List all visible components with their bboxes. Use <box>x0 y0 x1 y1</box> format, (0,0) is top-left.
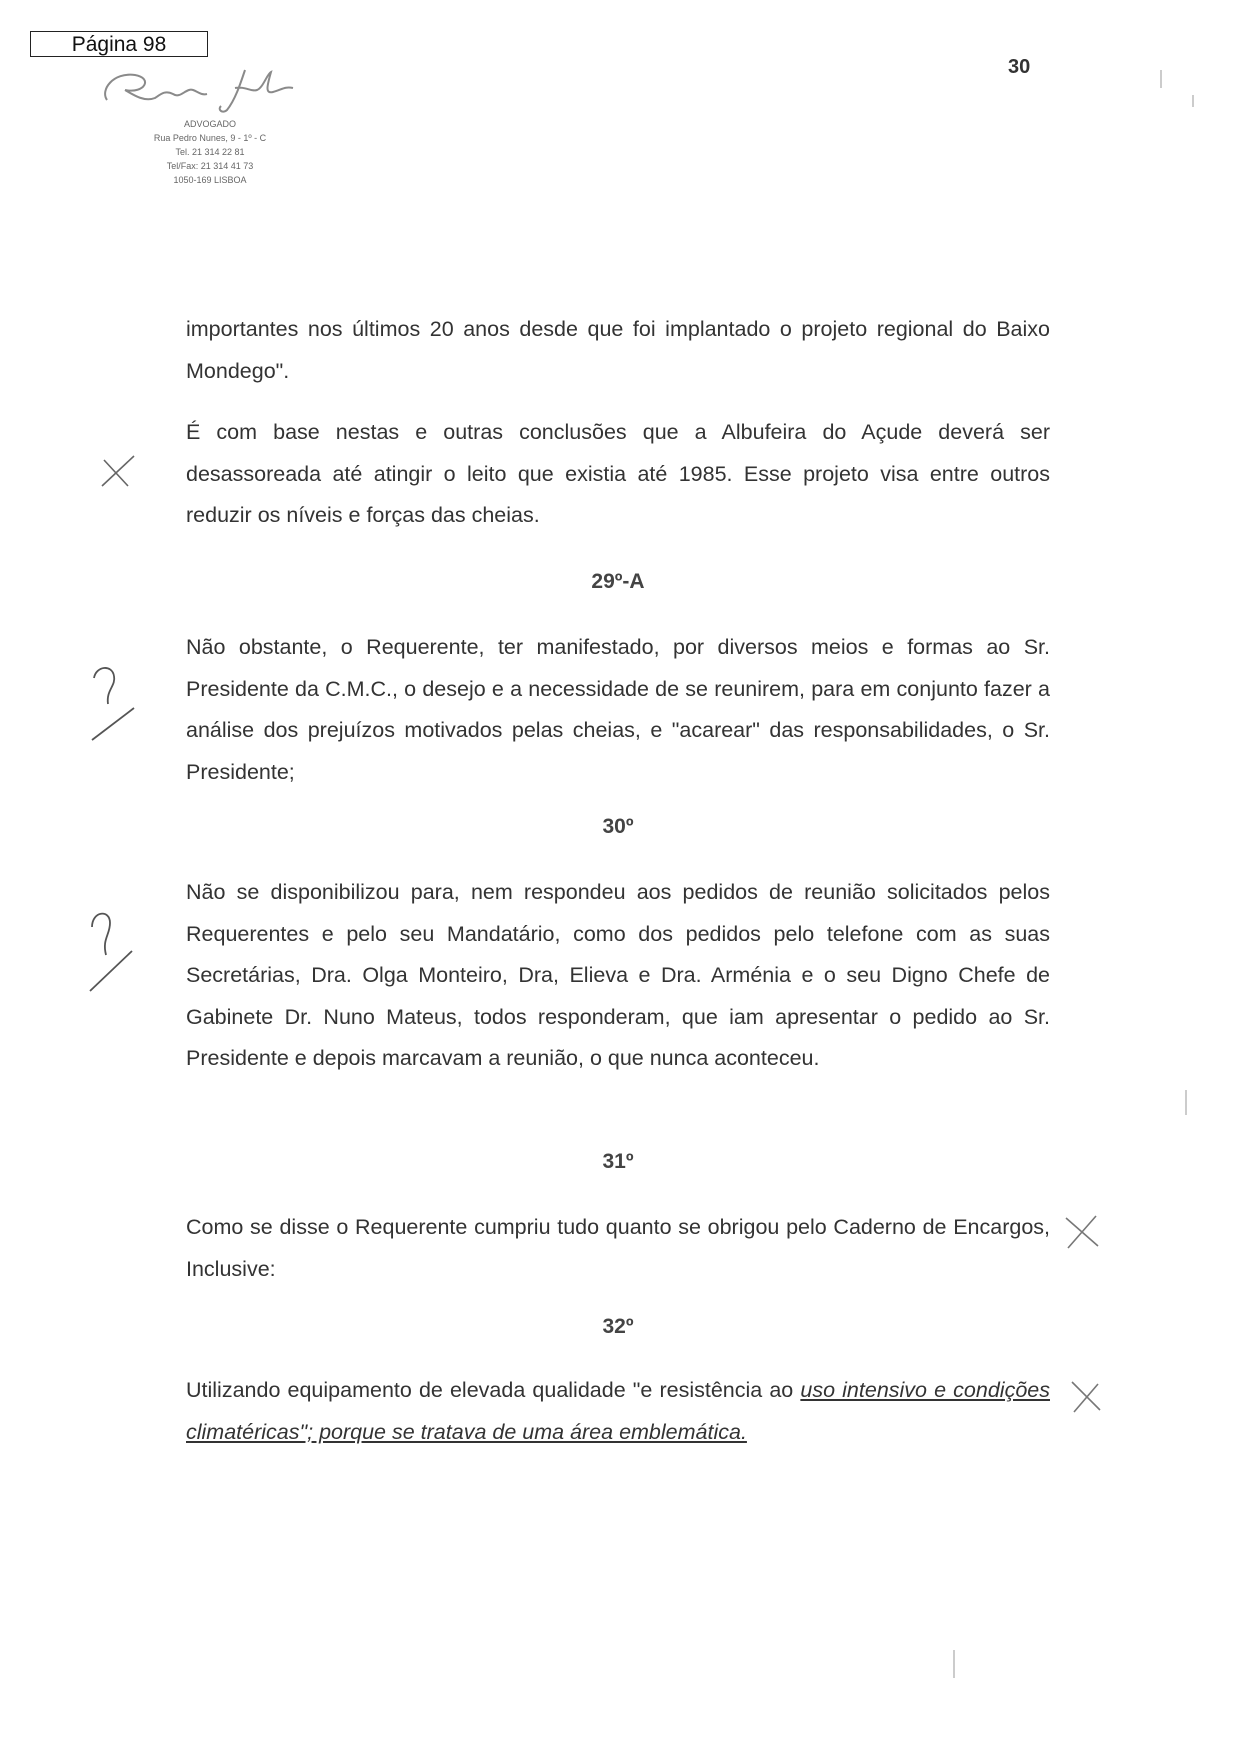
paragraph-text: importantes nos últimos 20 anos desde que foi implantado o projeto regional do Baixo Mondego". <box>186 317 1050 383</box>
page-number: 30 <box>1008 56 1031 78</box>
section-heading-31: 31º <box>602 1150 634 1173</box>
letterhead-line: 1050-169 LISBOA <box>173 175 247 185</box>
section-heading-29a: 29º-A <box>591 570 645 593</box>
paragraph-32 <box>186 1370 1050 1453</box>
letterhead-line: Tel/Fax: 21 314 41 73 <box>166 161 254 171</box>
letterhead-line: Rua Pedro Nunes, 9 - 1º - C <box>153 133 267 143</box>
scan-artifact <box>1185 1090 1187 1115</box>
paragraph-text: Não se disponibilizou para, nem respondeu aos pedidos de reunião solicitados pelos Requerentes e pelo seu Mandatário, como dos pedidos pelo telefone com as suas Secretárias, Dra. Olga Monteiro, Dra, Elieva e Dra. Arménia e o seu Digno Chefe de Gabinete Dr. Nuno Mateus, todos responderam, que iam apresentar o pedido ao Sr. Presidente e depois marcavam a reunião, o que nunca aconteceu. <box>186 880 1050 1070</box>
paragraph-30 <box>186 872 1050 1080</box>
scan-artifact <box>1160 70 1162 88</box>
handwritten-question-mark <box>82 660 142 750</box>
section-heading-30: 30º <box>602 815 634 838</box>
paragraph-text-underlined: uso intensivo e condições climatéricas"; porque se tratava de uma área emblemática. <box>186 1378 1050 1444</box>
paragraph-31 <box>186 1207 1050 1290</box>
signature-image <box>95 60 305 115</box>
paragraph-text-plain: Utilizando equipamento de elevada qualidade "e resistência ao <box>186 1378 801 1402</box>
paragraph-text: Não obstante, o Requerente, ter manifestado, por diversos meios e formas ao Sr. Presidente da C.M.C., o desejo e a necessidade de se reunirem, para em conjunto fazer a análise dos prejuízos motivados pelas cheias, e "acarear" das responsabilidades, o Sr. Presidente; <box>186 635 1050 784</box>
letterhead-line: ADVOGADO <box>183 119 236 129</box>
paragraph-29a <box>186 627 1050 793</box>
handwritten-x-mark <box>1062 1212 1102 1252</box>
handwritten-x-mark <box>98 452 138 490</box>
page-label: Página 98 <box>30 31 208 57</box>
section-heading-32: 32º <box>602 1315 634 1338</box>
scan-artifact <box>953 1650 955 1678</box>
paragraph-text <box>186 1370 1050 1453</box>
scan-artifact <box>1192 95 1194 107</box>
letterhead <box>95 60 325 187</box>
paragraph-text: Como se disse o Requerente cumpriu tudo quanto se obrigou pelo Caderno de Encargos, Inclusive: <box>186 1215 1050 1281</box>
letterhead-address <box>95 117 325 187</box>
handwritten-x-mark <box>1068 1378 1104 1414</box>
letterhead-line: Tel. 21 314 22 81 <box>175 147 245 157</box>
paragraph-conclusions <box>186 412 1050 537</box>
paragraph-intro <box>186 309 1050 392</box>
handwritten-question-mark <box>80 905 140 995</box>
paragraph-text: É com base nestas e outras conclusões que a Albufeira do Açude deverá ser desassoreada até atingir o leito que existia até 1985. Esse projeto visa entre outros reduzir os níveis e forças das cheias. <box>186 420 1050 527</box>
